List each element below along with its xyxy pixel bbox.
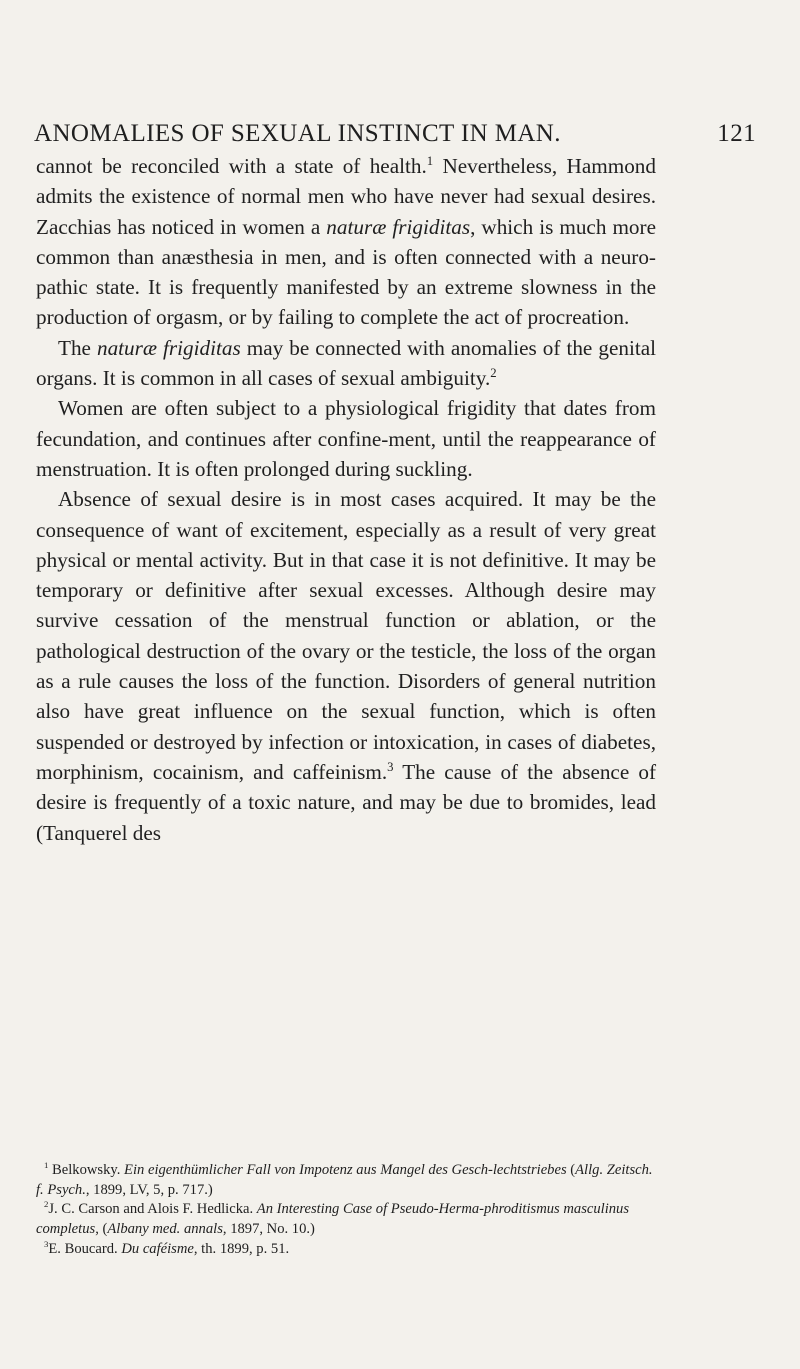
footnote-ref-1: 1 bbox=[426, 153, 434, 168]
footnote-text: ( bbox=[566, 1162, 576, 1178]
footnote-author: E. Boucard. bbox=[48, 1240, 122, 1257]
footnote-3 bbox=[36, 1240, 656, 1260]
running-header bbox=[34, 120, 756, 148]
footnote-ref-3: 3 bbox=[387, 759, 394, 774]
footnote-number: 3 bbox=[44, 1238, 49, 1249]
footnote-author: J. C. Carson and Alois F. Hedlicka. bbox=[48, 1201, 257, 1218]
paragraph-3: Women are often subject to a physiological frigidity that dates from fecundation, and continues after confine-ment, until the reappearance of menstruation. It is often prolonged during suckling. bbox=[36, 396, 656, 481]
body-text bbox=[36, 151, 656, 848]
footnote-number: 2 bbox=[44, 1199, 49, 1210]
text-run: , which is much more common than anæsthesia in men, and is often connected with a neuro-pathic state. It is frequently manifested by an extreme slowness in the production of orgasm, or by failing to complete the act of procreation. bbox=[36, 214, 656, 330]
footnote-ref-2: 2 bbox=[490, 366, 497, 381]
footnote-author: Belkowsky. bbox=[48, 1162, 125, 1178]
italic-term: naturæ frigiditas bbox=[96, 335, 241, 360]
footnote-title: Ein eigenthümlicher Fall von Impotenz aus Mangel des Gesch-lechtstriebes bbox=[124, 1162, 567, 1178]
footnote-text: , ( bbox=[95, 1221, 108, 1238]
text-run: The cause of the absence of desire is frequently of a toxic nature, and may be due to bromides, lead (Tanquerel des bbox=[36, 759, 657, 845]
footnote-text: , th. 1899, p. 51. bbox=[193, 1240, 290, 1257]
footnote-title: An Interesting Case of Pseudo-Herma-phroditismus masculinus completus bbox=[36, 1201, 630, 1238]
footnote-journal: Allg. Zeitsch. f. Psych. bbox=[36, 1162, 653, 1198]
text-run: may be connected with anomalies of the genital organs. It is common in all cases of sexual ambiguity. bbox=[36, 335, 657, 391]
text-run: cannot be reconciled with a state of health. bbox=[36, 154, 427, 178]
footnote-number: 1 bbox=[44, 1160, 49, 1171]
footnote-journal: Albany med. annals bbox=[107, 1221, 223, 1238]
italic-term: naturæ frigiditas bbox=[326, 214, 471, 239]
footnote-1 bbox=[36, 1161, 656, 1200]
text-run: Absence of sexual desire is in most cases acquired. It may be the consequence of want of excitement, especially as a result of very great physical or mental activity. But in that case it is not definitive. It may be temporary or definitive after sexual excesses. Although desire may survive cessation of the menstrual function or ablation, or the pathological destruction of the ovary or the testicle, the loss of the organ as a rule causes the loss of the function. Disorders of general nutrition also have great influence on the sexual function, which is often suspended or destroyed by infection or intoxication, in cases of diabetes, morphinism, cocainism, and caffeinism. bbox=[36, 487, 656, 784]
footnote-text: , 1899, LV, 5, p. 717.) bbox=[85, 1181, 213, 1198]
text-run: The bbox=[58, 335, 97, 360]
paragraph-1 bbox=[36, 151, 656, 333]
footnotes bbox=[36, 1161, 656, 1260]
paragraph-2 bbox=[36, 333, 656, 394]
paragraph-4 bbox=[36, 484, 656, 848]
page-number: 121 bbox=[717, 120, 756, 147]
footnote-title: Du caféisme bbox=[121, 1240, 194, 1257]
footnote-text: , 1897, No. 10.) bbox=[222, 1221, 315, 1238]
header-title: ANOMALIES OF SEXUAL INSTINCT IN MAN. bbox=[34, 120, 561, 147]
text-run: Nevertheless, Hammond admits the existence of normal men who have never had sexual desires. Zacchias has noticed in women a bbox=[36, 154, 656, 239]
footnote-2 bbox=[36, 1200, 656, 1239]
